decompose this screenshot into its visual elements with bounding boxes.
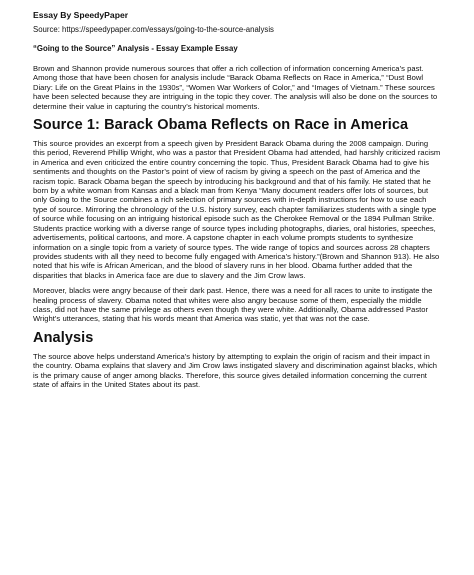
analysis-paragraph-1: The source above helps understand America’s history by attempting to explain the origin of racism and their impact in the country. Obama explains that slavery and Jim Crow laws instigated slavery and discrimination against blacks, which is the primary cause of anger among blacks. Therefore, this source gives detailed information concerning the current state of affairs in the United States about its past.: [33, 351, 438, 389]
section-1-paragraph-1: This source provides an excerpt from a speech given by President Barack Obama during the 2008 campaign. During this period, Reverend Phillip Wright, who was a pastor that President Obama had attended, had harshly criticized racism in America and even criticized the entire country concerning the topic. Thus, President Barack Obama had to give his sentiments and thoughts on the Pastor’s point of view of racism by giving a speech on the past of America and the racism topic. Barack Obama began the speech by introducing his background and that of his family. He stated that he born by a white woman from Kansas and a black man from Kenya “Many document readers offer lots of sources, but only Going to the Source combines a rich selection of primary sources with in-depth instructions for how to use each type of source. Mirroring the chronology of the U.S. history survey, each chapter familiarizes students with a single type of source while focusing on an intriguing historical episode such as the Cherokee Removal or the 1894 Pullman Strike. Students practice working with a diverse range of source types including photographs, diaries, oral histories, speeches, advertisements, political cartoons, and more. A capstone chapter in each volume prompts students to synthesize information on a single topic from a variety of source types. The wide range of topics and sources across 28 chapters provides students with all they need to become fully engaged with America’s history.”(Brown and Shannon 913). He also noted that his wife is African American, and the blood of slavery runs in her blood. Obama further added that the disparities that blacks in America face are due to slavery and the Jim Crow laws.: [33, 139, 441, 280]
section-1-paragraph-2: Moreover, blacks were angry because of their dark past. Hence, there was a need for all races to unite to instigate the healing process of slavery. Obama noted that whites were also angry because some of them, especially the middle class, did not have the same privilege as others even though they were white. Additionally, Obama addressed Pastor Wright’s utterances, stating that his words meant that America was static, yet that was not the case.: [33, 286, 433, 324]
section-heading-source-1: Source 1: Barack Obama Reflects on Race in America: [33, 117, 409, 134]
essay-title: “Going to the Source” Analysis - Essay Example Essay: [33, 44, 238, 53]
section-heading-analysis: Analysis: [33, 329, 94, 346]
source-url-line: Source: https://speedypaper.com/essays/going-to-the-source-analysis: [33, 25, 274, 34]
brand-title: Essay By SpeedyPaper: [33, 10, 129, 20]
intro-paragraph: Brown and Shannon provide numerous sources that offer a rich collection of information concerning America’s past. Among those that have been chosen for analysis include “Barack Obama Reflects on Race in America,” “Dust Bowl Diary: Life on the Great Plains in the 1930s”, “Women War Workers of Color,” and “Images of Vietnam.” These sources have been selected because they are intriguing in the topic they cover. The analysis will also be done on the sources to determine their value in capturing the country’s historical moments.: [33, 64, 438, 111]
